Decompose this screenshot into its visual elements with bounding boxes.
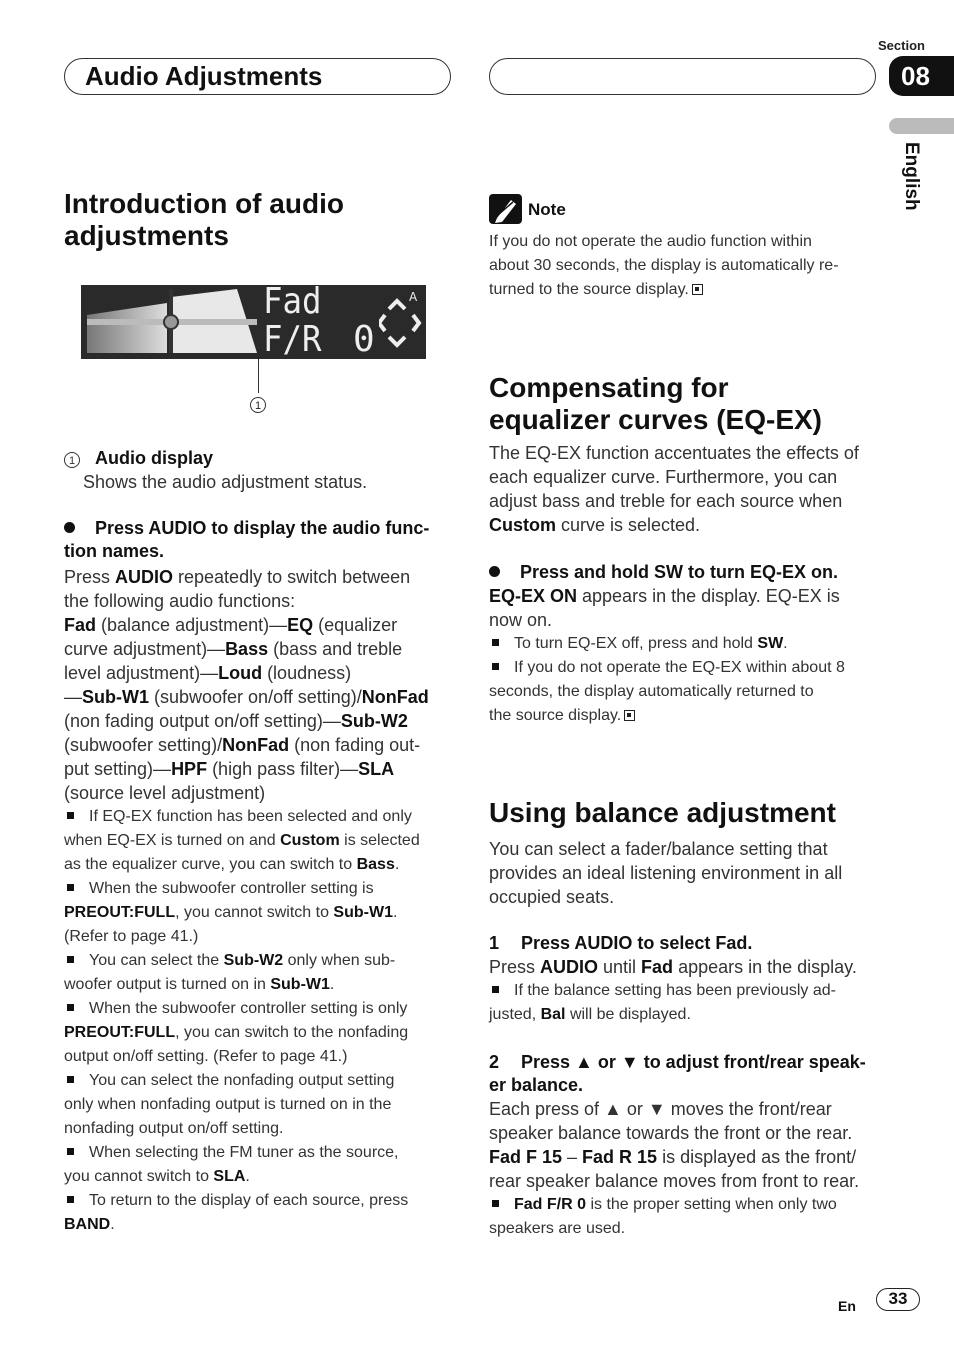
eqex-bullet: Press and hold SW to turn EQ-EX on. [489,561,884,584]
square-bullet-icon [67,884,74,891]
square-bullet-icon [67,956,74,963]
language-label: English [901,142,922,211]
section-label: Section [878,38,925,53]
language-tab [889,118,954,134]
square-bullet-icon [67,1004,74,1011]
left-notes: If EQ-EX function has been selected and only when EQ-EX is turned on and Custom is selected as the equalizer curve, you can switch to Bass. When the subwoofer controller setting is PREOUT:FULL, you cannot switch to Sub-W1. (Refer to page 41.) You can select the Sub-W2 only when sub- woofer output is turned on in Sub-W1. When the subwoofer controller setting is only PREOUT:FULL, you can switch to the nonfading output on/off setting. (Refer to page 41.) You can select the nonfading output setting only when nonfading output is turned on in the nonfading output on/off setting. When selecting the FM tuner as the source, you cannot switch to SLA. To return to the display of each source, press BAND. [64,808,420,1233]
square-bullet-icon [67,1196,74,1203]
lcd-bars-graphic [87,289,257,353]
note-pencil-icon [489,194,522,224]
square-bullet-icon [492,986,499,993]
bullet-dot-icon [489,566,500,577]
balance-step-1-note: If the balance setting has been previously ad- justed, Bal will be displayed. [489,982,836,1023]
square-bullet-icon [492,639,499,646]
lcd-value: 0 [353,319,375,359]
intro-heading: Introduction of audio adjustments [64,188,344,251]
balance-heading: Using balance adjustment [489,797,836,828]
section-number: 08 [889,56,954,96]
balance-step-1-text: Press AUDIO until Fad appears in the display. [489,957,857,977]
square-bullet-icon [67,1148,74,1155]
eqex-notes: To turn EQ-EX off, press and hold SW. If you do not operate the EQ-EX within about 8 seconds, the display automatically returned to the source display. [489,635,845,724]
square-bullet-icon [67,1076,74,1083]
balance-paragraph: You can select a fader/balance setting that provides an ideal listening environment in all occupied seats. [489,839,843,907]
lcd-line1: Fad [263,285,322,322]
square-bullet-icon [492,663,499,670]
balance-step-2-text: Each press of ▲ or ▼ moves the front/rear speaker balance towards the front or the rear. Fad F 15 – Fad R 15 is displayed as the front/ rear speaker balance moves from front to rear. [489,1099,860,1191]
end-mark-icon [692,284,703,295]
end-mark-icon [624,710,635,721]
balance-step-2: 2 Press ▲ or ▼ to adjust front/rear speak- er balance. [489,1052,866,1095]
note-label: Note [528,200,566,219]
item-desc: Shows the audio adjustment status. [83,472,368,492]
eqex-heading: Compensating for equalizer curves (EQ-EX) [489,372,823,435]
item-number: 1 [64,452,80,468]
audio-display-item [64,446,449,494]
item-title: Audio display [95,448,214,468]
lcd-arrows-icon [379,289,425,355]
header-title-pill [64,58,451,95]
header-blank-pill [489,58,876,95]
footer-lang: En [838,1298,856,1314]
svg-text:A: A [409,290,418,304]
callout-number: 1 [250,396,266,414]
balance-step-1: 1 Press AUDIO to select Fad. [489,933,753,953]
lcd-line2: F/R [263,319,322,359]
square-bullet-icon [67,812,74,819]
press-audio-section: Press AUDIO to display the audio func- tion names. Press AUDIO repeatedly to switch between the following audio functions: Fad (balance adjustment)—EQ (equalizer curve adjustment)—Bass (bass and treble level adjustment)—Loud (loudness) —Sub-W1 (subwoofer on/off setting)/NonFad (non fading output on/off setting)—Sub-W2 (subwoofer setting)/NonFad (non fading out- put setting)—HPF (high pass filter)—SLA (source level adjustment) If EQ-EX function has been selected and only when EQ-EX is turned on and Custom is selected as the equalizer curve, you can switch to Bass. When the subwoofer controller setting is PREOUT:FULL, you cannot switch to Sub-W1. (Refer to page 41.) You can select the Sub-W2 only when sub- woofer output is turned on in Sub-W1. When the subwoofer controller setting is only PREOUT:FULL, you can switch to the nonfading output on/off setting. (Refer to page 41.) You can select the nonfading output setting only when nonfading output is turned on in the nonfading output on/off setting. When selecting the FM tuner as the source, you cannot switch to SLA. To return to the display of each source, press BAND. [64,517,454,1237]
eqex-on-text: EQ-EX ON appears in the display. EQ-EX is now on. [489,586,840,630]
page-number: 33 [876,1288,920,1311]
callout-line [258,359,259,393]
eqex-paragraph: The EQ-EX function accentuates the effects of each equalizer curve. Furthermore, you can adjust bass and treble for each source when Custom curve is selected. [489,443,859,535]
square-bullet-icon [492,1200,499,1207]
note-text: If you do not operate the audio function within about 30 seconds, the display is automatically re- turned to the source display. [489,233,839,298]
header-title: Audio Adjustments [85,61,323,91]
audio-lcd-display [81,285,426,359]
balance-step-2-note: Fad F/R 0 is the proper setting when only two speakers are used. [489,1196,837,1237]
bullet-dot-icon [64,522,75,533]
language-label-wrapper [896,142,926,242]
